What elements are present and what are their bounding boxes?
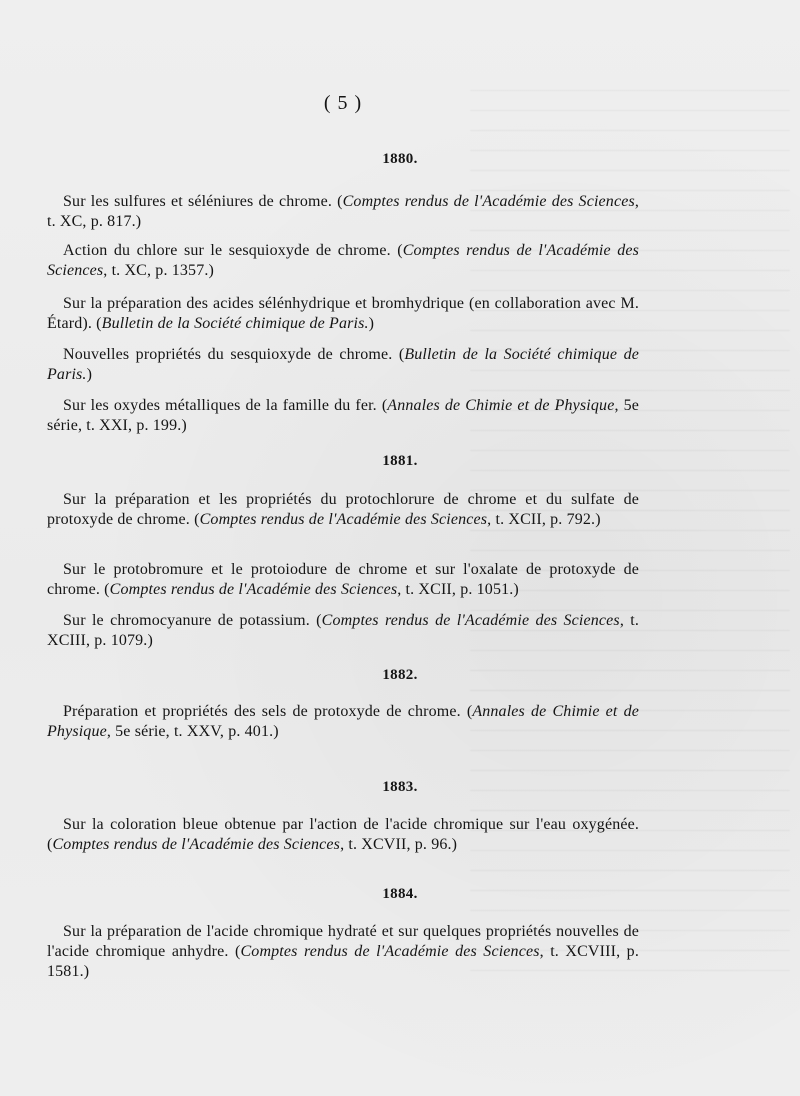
entry-title: Sur les oxydes métalliques de la famille du fer. (: [63, 397, 388, 414]
entry-citation: ): [368, 315, 375, 332]
bibliography-entry: [47, 922, 639, 982]
bibliography-entry: [47, 241, 639, 281]
entry-citation: , t. XCII, p. 1051.): [397, 581, 519, 598]
entry-reference: Comptes rendus de l'Académie des Sciences: [321, 612, 620, 629]
page-number: ( 5 ): [323, 92, 363, 114]
entry-title: Sur les sulfures et séléniures de chrome. (: [63, 193, 343, 210]
entry-reference: Comptes rendus de l'Académie des Sciences: [199, 511, 488, 528]
entry-citation: , t. XC, p. 1357.): [103, 262, 214, 279]
bibliography-entry: [47, 560, 639, 600]
entry-title: Sur la coloration bleue obtenue par l'action de l'acide chromique sur l'eau oxygénée. (: [47, 816, 639, 853]
entry-reference: Comptes rendus de l'Académie des Sciences: [109, 581, 398, 598]
entry-reference: Annales de Chimie et de Physique: [47, 703, 640, 740]
bibliography-entry: [47, 192, 639, 232]
entry-reference: Comptes rendus de l'Académie des Sciences: [52, 836, 341, 853]
entry-reference: Annales de Chimie et de Physique: [387, 397, 615, 414]
year-heading-1884: 1884.: [382, 886, 418, 902]
entry-citation: , t. XCVII, p. 96.): [340, 836, 458, 853]
entry-citation: , t. XCIII, p. 1079.): [47, 612, 639, 649]
entry-citation: , t. XCII, p. 792.): [487, 511, 601, 528]
entry-reference: Bulletin de la Société chimique de Paris.: [101, 315, 369, 332]
entry-title: Sur la préparation des acides sélénhydrique et bromhydrique (en collaboration avec M. Étard). (: [47, 295, 639, 332]
year-heading-1880: 1880.: [382, 151, 418, 167]
entry-citation: , 5e série, t. XXI, p. 199.): [47, 397, 640, 434]
entry-reference: Comptes rendus de l'Académie des Sciences: [47, 242, 639, 279]
bibliography-entry: [47, 396, 639, 436]
entry-title: Sur la préparation de l'acide chromique hydraté et sur quelques propriétés nouvelles de l'acide chromique anhydre. (: [47, 923, 639, 960]
bibliography-entry: [47, 815, 639, 855]
entry-citation: , t. XC, p. 817.): [47, 193, 639, 230]
bibliography-entry: [47, 490, 639, 530]
entry-title: Préparation et propriétés des sels de protoxyde de chrome. (: [63, 703, 473, 720]
year-heading-1883: 1883.: [382, 779, 418, 795]
bibliography-entry: [47, 294, 639, 334]
bibliography-entry: [47, 611, 639, 651]
entry-reference: Comptes rendus de l'Académie des Sciences: [342, 193, 635, 210]
year-heading-1881: 1881.: [382, 453, 418, 469]
bibliography-entry: [47, 345, 639, 385]
entry-reference: Bulletin de la Société chimique de Paris.: [47, 346, 640, 383]
entry-reference: Comptes rendus de l'Académie des Sciences: [240, 943, 540, 960]
entry-title: Action du chlore sur le sesquioxyde de chrome. (: [63, 242, 403, 259]
entry-title: Sur le chromocyanure de potassium. (: [63, 612, 322, 629]
entry-citation: ): [86, 366, 93, 383]
bibliography-entry: [47, 702, 639, 742]
year-heading-1882: 1882.: [382, 667, 418, 683]
entry-title: Sur le protobromure et le protoiodure de chrome et sur l'oxalate de protoxyde de chrome. (: [47, 561, 639, 598]
entry-citation: , 5e série, t. XXV, p. 401.): [106, 723, 279, 740]
entry-title: Sur la préparation et les propriétés du protochlorure de chrome et du sulfate de protoxyde de chrome. (: [47, 491, 639, 528]
entry-citation: , t. XCVIII, p. 1581.): [47, 943, 639, 980]
entry-title: Nouvelles propriétés du sesquioxyde de chrome. (: [63, 346, 405, 363]
